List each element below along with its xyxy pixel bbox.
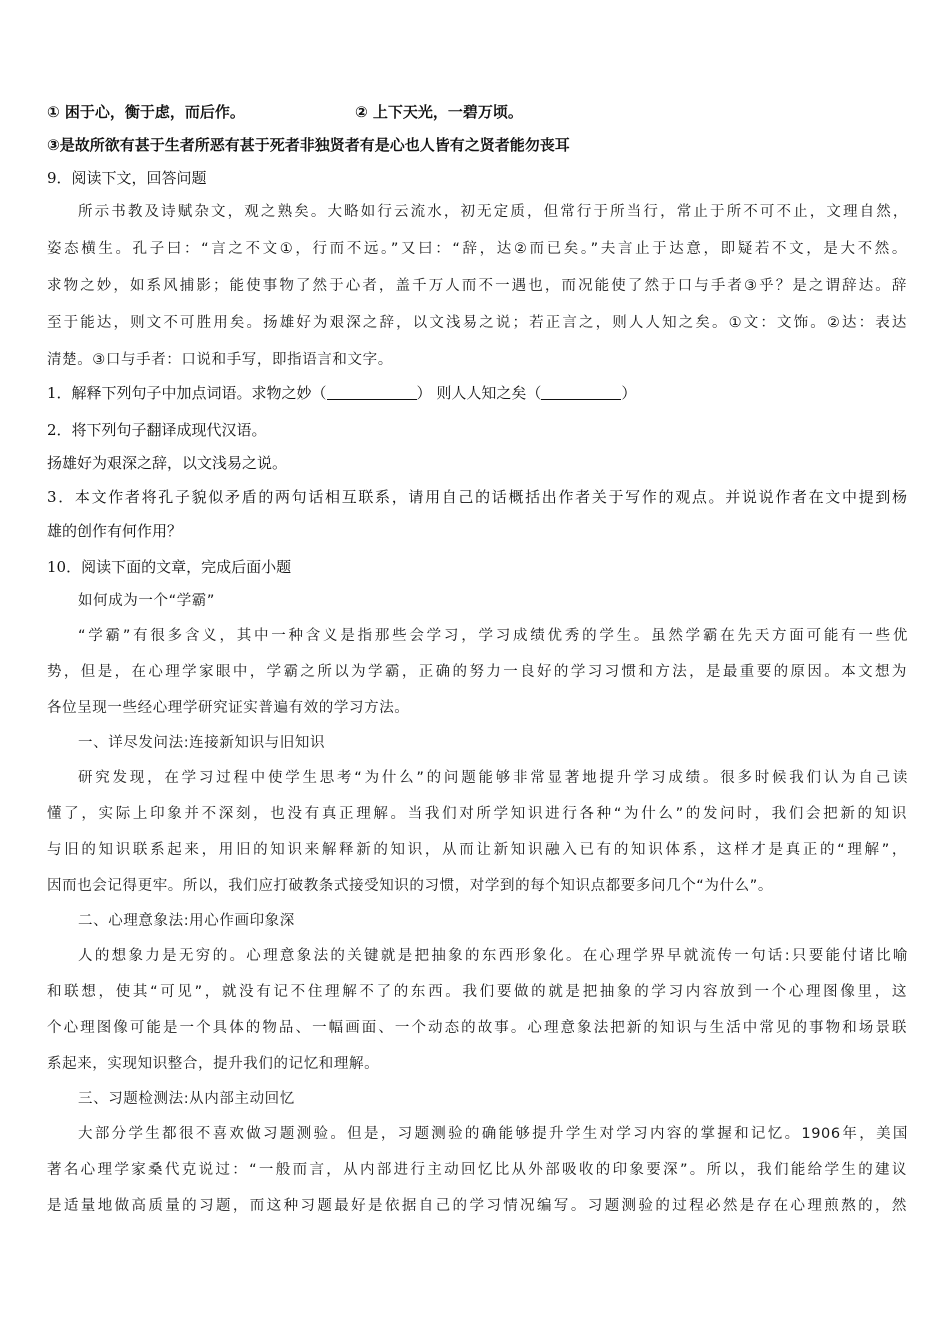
q9-title: 9．阅读下文，回答问题 — [47, 169, 207, 187]
answer-blank-2[interactable] — [541, 385, 621, 400]
article-title: 如何成为一个“学霸” — [78, 593, 216, 609]
article-line: 是适量地做高质量的习题，而这种习题最好是依据自己的学习情况编写。习题测验的过程必然是存在心理煎熬的，然 — [47, 1198, 907, 1214]
section-heading-3: 三、习题检测法:从内部主动回忆 — [78, 1091, 295, 1107]
article-line: 势，但是，在心理学家眼中，学霸之所以为学霸，正确的努力一良好的学习习惯和方法，是最重要的原因。本文想为 — [47, 664, 907, 680]
article-line: 大部分学生都很不喜欢做习题测验。但是，习题测验的确能够提升学生对学习内容的掌握和记忆。1906年，美国 — [78, 1126, 908, 1142]
section-heading-2: 二、心理意象法:用心作画印象深 — [78, 913, 295, 929]
q10-title: 10．阅读下面的文章，完成后面小题 — [47, 558, 292, 576]
article-line: 和联想，使其“可见”，就没有记不住理解不了的东西。我们要做的就是把抽象的学习内容放到一个心理图像里，这 — [47, 984, 907, 1000]
q8-option-1: ① 困于心，衡于虑，而后作。 — [47, 103, 245, 121]
q9-sub1: 1．解释下列句子中加点词语。求物之妙（ ） 则人人知之矣（ ） — [47, 384, 637, 402]
q8-option-2: ② 上下天光，一碧万顷。 — [355, 103, 523, 121]
article-line: “学霸”有很多含义，其中一种含义是指那些会学习，学习成绩优秀的学生。虽然学霸在先天方面可能有一些优 — [78, 628, 908, 644]
q9-passage-line: 至于能达，则文不可胜用矣。扬雄好为艰深之辞，以文浅易之说；若正言之，则人人知之矣。①文：文饰。②达：表达 — [47, 315, 907, 331]
section-heading-1: 一、详尽发问法:连接新知识与旧知识 — [78, 735, 326, 751]
article-line: 个心理图像可能是一个具体的物品、一幅画面、一个动态的故事。心理意象法把新的知识与生活中常见的事物和场景联 — [47, 1020, 907, 1036]
article-line: 研究发现，在学习过程中使学生思考“为什么”的问题能够非常显著地提升学习成绩。很多时候我们认为自己读 — [78, 770, 908, 786]
article-line: 懂了，实际上印象并不深刻，也没有真正理解。当我们对所学知识进行各种“为什么”的发问时，我们会把新的知识 — [47, 806, 907, 822]
q9-sub3-line: 3．本文作者将孔子貌似矛盾的两句话相互联系，请用自己的话概括出作者关于写作的观点。并说说作者在文中提到杨 — [47, 488, 907, 506]
article-line: 与旧的知识联系起来，用旧的知识来解释新的知识，从而让新知识融入已有的知识体系，这样才是真正的“理解”， — [47, 842, 907, 858]
article-line: 系起来，实现知识整合，提升我们的记忆和理解。 — [47, 1056, 380, 1072]
q8-option-3: ③是故所欲有甚于生者所恶有甚于死者非独贤者有是心也人皆有之贤者能勿丧耳 — [47, 136, 570, 154]
q9-passage-line: 清楚。③口与手者：口说和手写，即指语言和文字。 — [47, 352, 393, 368]
q9-passage-line: 姿态横生。孔子曰：“言之不文①，行而不远。”又曰：“辞，达②而已矣。”夫言止于达意，即疑若不文，是大不然。 — [47, 241, 907, 257]
q9-passage-line: 求物之妙，如系风捕影；能使事物了然于心者，盖千万人而不一遇也，而况能使了然于口与手者③乎？是之谓辞达。辞 — [47, 278, 907, 294]
q9-passage-line: 所示书教及诗赋杂文，观之熟矣。大略如行云流水，初无定质，但常行于所当行，常止于所不可不止，文理自然， — [78, 204, 908, 220]
q9-sub2-sentence: 扬雄好为艰深之辞，以文浅易之说。 — [47, 454, 288, 472]
article-line: 著名心理学家桑代克说过：“一般而言，从内部进行主动回忆比从外部吸收的印象要深”。所以，我们能给学生的建议 — [47, 1162, 907, 1178]
article-line: 人的想象力是无穷的。心理意象法的关键就是把抽象的东西形象化。在心理学界早就流传一句话:只要能付诸比喻 — [78, 948, 908, 964]
answer-blank-1[interactable] — [327, 385, 417, 400]
article-line: 因而也会记得更牢。所以，我们应打破教条式接受知识的习惯，对学到的每个知识点都要多问几个“为什么”。 — [47, 878, 773, 894]
q9-sub3-line: 雄的创作有何作用？ — [47, 522, 183, 540]
q9-sub2: 2．将下列句子翻译成现代汉语。 — [47, 421, 267, 439]
article-line: 各位呈现一些经心理学研究证实普遍有效的学习方法。 — [47, 700, 410, 716]
